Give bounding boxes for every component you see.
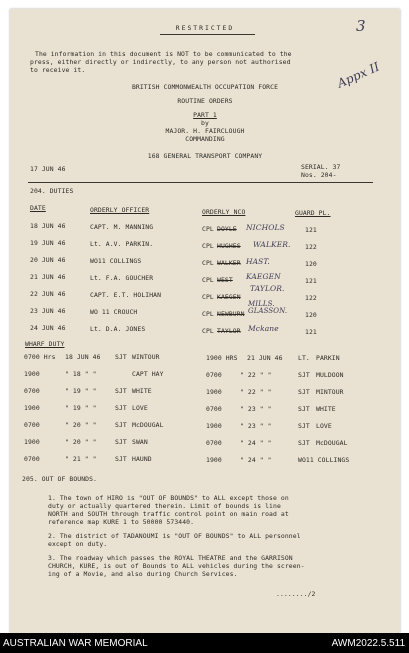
duty-officer: Lt. F.A. GOUCHER [90,274,154,282]
wharf-time: 1900 [206,422,222,430]
continued-marker: ......../2 [276,590,316,598]
author-role: COMMANDING [185,135,225,143]
force-name: BRITISH COMMONWEALTH OCCUPATION FORCE [131,83,279,91]
bounds-para1-line4: reference map KURE 1 to 50000 573440. [48,518,195,526]
wharf-day: " 21 " " [65,455,97,463]
duties-title: 204. DUTIES [30,187,74,195]
wharf-name: HAUND [132,455,152,463]
wharf-time: 1900 [24,370,40,378]
duty-guard: 120 [305,311,317,319]
archive-footer [0,633,409,653]
wharf-day: " 24 " " [240,439,272,447]
wharf-name: CAPT HAY [132,370,164,378]
notice-line-3: to receive it. [30,66,86,74]
wharf-name: PARKIN [316,354,340,362]
wharf-name: McDOUGAL [132,421,164,429]
wharf-name: WHITE [316,405,336,413]
unit-name: 168 GENERAL TRANSPORT COMPANY [147,152,263,160]
wharf-time: 1900 [24,438,40,446]
duty-officer: WO11 COLLINGS [90,257,142,265]
wharf-name: WHITE [132,387,152,395]
duty-guard: 121 [305,226,317,234]
wharf-day: " 19 " " [65,404,97,412]
author-name: MAJOR. H. FAIRCLOUGH [165,127,245,135]
wharf-rank: SJT [115,404,127,412]
wharf-day: " 23 " " [240,422,272,430]
serial-number: SERIAL. 37 [301,163,341,171]
duty-nco-struck: NEWBURN [217,310,245,318]
wharf-name: MINTOUR [316,388,344,396]
duty-nco-rank: CPL [202,242,214,250]
bounds-para3-line3: ing of a Movie, and also during Church Services. [48,570,238,578]
duty-guard: 122 [305,243,317,251]
wharf-rank: LT. [298,354,310,362]
duty-nco-struck: WEST [217,276,233,284]
wharf-rank: SJT [115,455,127,463]
wharf-time: 0700 [24,455,40,463]
wharf-rank: SJT [115,438,127,446]
classification-heading: RESTRICTED [175,24,235,32]
duty-nco-struck: TAYLOR [217,327,241,335]
duty-date: 18 JUN 46 [30,222,66,230]
order-date: 17 JUN 46 [30,165,66,173]
wharf-rank: SJT [298,388,310,396]
duty-guard: 122 [305,294,317,302]
wharf-time: 0700 [24,387,40,395]
bounds-para3-line1: 3. The roadway which passes the ROYAL THEATRE and the GARRISON [48,554,293,562]
wharf-name: SWAN [132,438,148,446]
duty-date: 23 JUN 46 [30,307,66,315]
bounds-para2-line1: 2. The district of TADANOUMI is "OUT OF BOUNDS" to ALL personnel [48,532,301,540]
wharf-name: WINTOUR [132,353,160,361]
wharf-day: " 18 " " [65,370,97,378]
wharf-time: 0700 [206,371,222,379]
document-page [10,9,400,633]
footer-accession: AWM2022.5.511 [331,638,405,649]
wharf-day: 21 JUN 46 [247,354,283,362]
bounds-para2-line2: except on duty. [48,540,108,548]
document-type: ROUTINE ORDERS [177,97,233,105]
wharf-time: 0700 [24,421,40,429]
duty-nco-handwritten: MILLS. GLASSON. [248,300,288,315]
wharf-name: LOVE [316,422,332,430]
duty-nco-rank: CPL [202,225,214,233]
duty-nco-handwritten: HAST. [246,257,270,266]
wharf-rank: SJT [115,421,127,429]
notice-line-2: press, either directly or indirectly, to any person not authorised [30,58,291,66]
wharf-rank: SJT [298,439,310,447]
col-orderly-nco: ORDERLY NCO [202,208,246,216]
wharf-time: 1900 [24,404,40,412]
order-numbers: Nos. 204- [301,171,337,179]
handwritten-page-number: 3 [356,17,366,35]
duty-officer: CAPT. E.T. HOLIHAN [90,291,162,299]
wharf-day: " 20 " " [65,438,97,446]
wharf-name: WO11 COLLINGS [298,456,350,464]
wharf-rank: SJT [298,371,310,379]
duty-date: 19 JUN 46 [30,239,66,247]
wharf-day: " 23 " " [240,405,272,413]
duty-guard: 121 [305,277,317,285]
duty-nco-handwritten: Mckane [248,324,279,333]
bounds-para1-line1: 1. The town of HIRO is "OUT OF BOUNDS" to ALL except those on [48,494,289,502]
wharf-time: 1900 HRS [206,354,238,362]
handwritten-signature: Appx II [335,59,382,91]
duty-nco-struck: HUGHES [217,242,241,250]
wharf-day: " 24 " " [240,456,272,464]
wharf-rank: SJT [298,422,310,430]
wharf-name: LOVE [132,404,148,412]
wharf-time: 0700 [206,439,222,447]
duty-officer: WO 11 CROUCH [90,308,138,316]
duty-officer: CAPT. M. MANNING [90,223,154,231]
bounds-para3-line2: CHURCH, KURE, is out of Bounds to ALL vehicles during the screen- [48,562,305,570]
duty-nco-rank: CPL [202,327,214,335]
duty-nco-rank: CPL [202,293,214,301]
duty-guard: 120 [305,260,317,268]
wharf-time: 0700 [206,405,222,413]
bounds-title: 205. OUT OF BOUNDS. [22,475,98,483]
wharf-day: 18 JUN 46 [65,353,101,361]
duty-nco-handwritten: KAEGEN [246,272,281,281]
duty-nco-struck: DOYLE [217,225,237,233]
notice-line-1: The information in this document is NOT to be communicated to the [35,50,292,58]
duty-nco-handwritten: WALKER. [253,240,291,249]
header-rule [28,182,373,183]
duty-officer: Lt. A.V. PARKIN. [90,240,154,248]
wharf-time: 1900 [206,388,222,396]
duty-guard: 121 [305,328,317,336]
col-date: DATE [30,204,46,212]
duty-nco-handwritten: TAYLOR. [250,284,285,293]
wharf-time: 1900 [206,456,222,464]
duty-nco-rank: CPL [202,276,214,284]
bounds-para1-line3: NORTH and SOUTH through traffic control point on main road at [48,510,289,518]
wharf-time: 0700 Hrs [24,353,56,361]
classification-underline [160,34,255,35]
wharf-name: MULDOON [316,371,344,379]
wharf-name: McDOUGAL [316,439,348,447]
by-label: by [201,119,209,127]
duty-date: 24 JUN 46 [30,324,66,332]
duty-nco-handwritten: NICHOLS [246,223,285,232]
duty-nco-struck: KAEGEN [217,293,241,301]
duty-officer: Lt. D.A. JONES [90,325,146,333]
footer-source: AUSTRALIAN WAR MEMORIAL [3,638,148,649]
col-guard-pl: GUARD PL. [295,209,331,217]
duty-date: 22 JUN 46 [30,290,66,298]
col-orderly-officer: ORDERLY OFFICER [90,206,150,214]
wharf-rank: SJT [115,387,127,395]
duty-date: 20 JUN 46 [30,256,66,264]
wharf-rank: SJT [298,405,310,413]
bounds-para1-line2: duty or actually quartered therein. Limit of bounds is line [48,502,281,510]
wharf-day: " 22 " " [240,371,272,379]
wharf-duty-title: WHARF DUTY [25,340,65,348]
part-number: PART 1 [193,111,217,119]
wharf-day: " 20 " " [65,421,97,429]
duty-nco-rank: CPL [202,259,214,267]
duty-date: 21 JUN 46 [30,273,66,281]
wharf-day: " 19 " " [65,387,97,395]
wharf-day: " 22 " " [240,388,272,396]
wharf-rank: SJT [115,353,127,361]
duty-nco-struck: WALKER [217,259,241,267]
duty-nco-rank: CPL [202,310,214,318]
